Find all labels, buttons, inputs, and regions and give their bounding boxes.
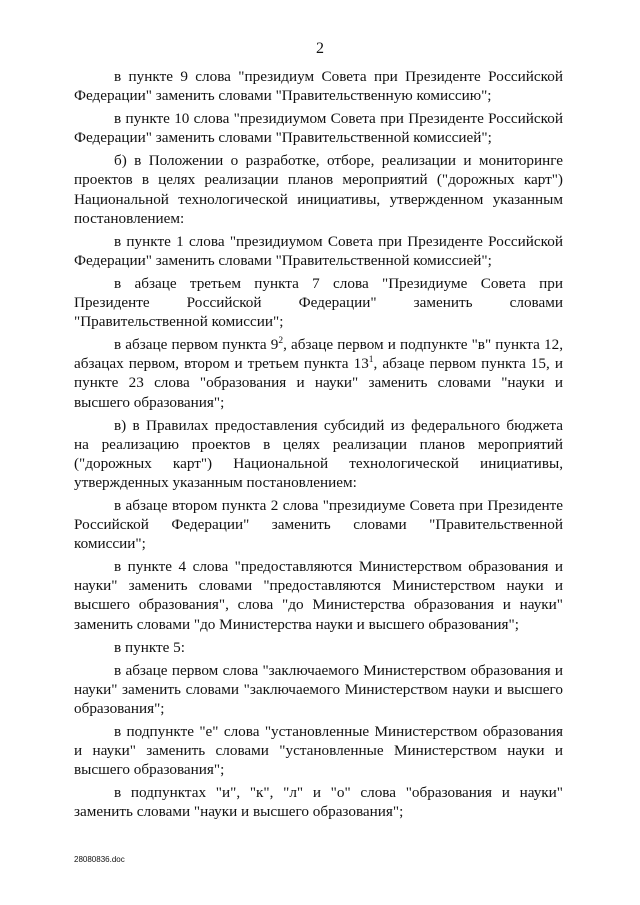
paragraph: в абзаце первом слова "заключаемого Министерством образования и науки" заменить словами "заключаемого Министерством науки и высшего образования"; bbox=[74, 661, 563, 717]
paragraph: в подпунктах "и", "к", "л" и "о" слова "образования и науки" заменить словами "науки и высшего образования"; bbox=[74, 784, 563, 821]
paragraph: в абзаце втором пункта 2 слова "президиуме Совета при Президенте Российской Федерации" заменить словами "Правительственной комиссии"; bbox=[74, 496, 563, 553]
paragraph: в пункте 5: bbox=[114, 638, 185, 656]
superscript: 2 bbox=[278, 336, 284, 347]
superscript: 1 bbox=[368, 355, 374, 366]
paragraph: в подпункте "е" слова "установленные Министерством образования и науки" заменить словами "установленные Министерством науки и высшего образования"; bbox=[74, 723, 563, 779]
paragraph: в пункте 9 слова "президиум Совета при Президенте Российской Федерации" заменить словами "Правительственную комиссию"; bbox=[74, 68, 563, 105]
paragraph-text: , абзаце первом и подпункте "в" пункта 12, абзацах первом, втором и третьем пункта 13 bbox=[74, 336, 563, 373]
paragraph: в пункте 10 слова "президиумом Совета при Президенте Российской Федерации" заменить словами "Правительственной комиссией"; bbox=[74, 110, 563, 147]
paragraph: в абзаце третьем пункта 7 слова "Президиуме Совета при Президенте Российской Федерации" заменить словами "Правительственной комиссии"; bbox=[74, 274, 563, 331]
page-number: 2 bbox=[316, 40, 324, 57]
paragraph: в) в Правилах предоставления субсидий из федерального бюджета на реализацию проектов в целях реализации планов мероприятий ("дорожных карт") Национальной технологической инициативы, утвержденных указанным постановлением: bbox=[74, 416, 563, 491]
paragraph bbox=[74, 335, 563, 411]
paragraph: б) в Положении о разработке, отборе, реализации и мониторинге проектов в целях реализации планов мероприятий ("дорожных карт") Национальной технологической инициативы, утвержденном указанным постановлением: bbox=[74, 152, 563, 227]
document-body bbox=[74, 67, 563, 825]
paragraph: в пункте 4 слова "предоставляются Министерством образования и науки" заменить словами "предоставляются Министерством науки и высшего образования", слова "до Министерства образования и науки" заменить словами "до Министерства науки и высшего образования"; bbox=[74, 558, 563, 633]
file-name-footer: 28080836.doc bbox=[74, 855, 125, 864]
paragraph: в пункте 1 слова "президиумом Совета при Президенте Российской Федерации" заменить словами "Правительственной комиссией"; bbox=[74, 232, 563, 269]
paragraph-text: , абзаце первом пункта 15, и пункте 23 слова "образования и науки" заменить словами "науки и высшего образования"; bbox=[74, 355, 563, 411]
paragraph-text: в абзаце первом пункта 9 bbox=[114, 336, 279, 354]
